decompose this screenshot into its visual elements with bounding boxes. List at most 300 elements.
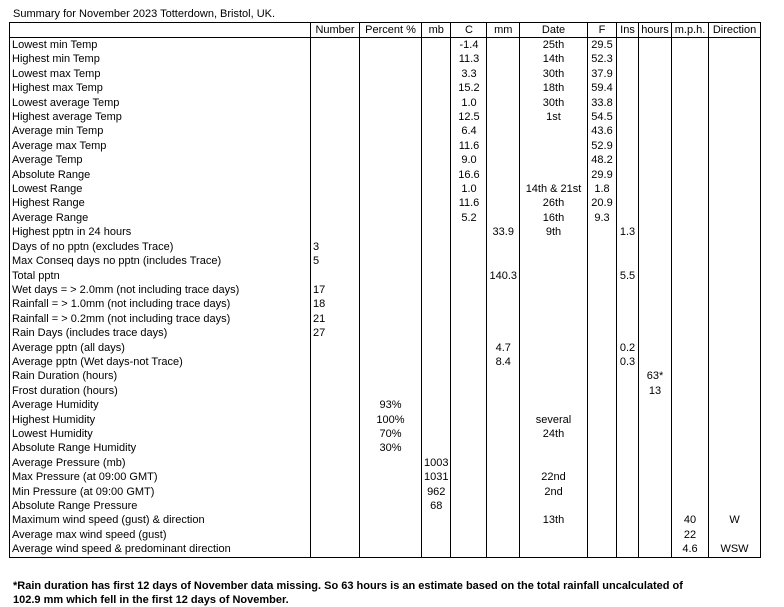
cell-label: Highest average Temp — [10, 110, 311, 124]
cell-mph — [672, 254, 709, 268]
cell-mm — [487, 441, 520, 455]
cell-mb — [422, 139, 451, 153]
cell-label: Wet days = > 2.0mm (not including trace days) — [10, 283, 311, 297]
table-row — [10, 398, 761, 412]
table-row — [10, 326, 761, 340]
cell-direction — [709, 254, 761, 268]
cell-mph — [672, 240, 709, 254]
cell-mph — [672, 96, 709, 110]
cell-number — [311, 456, 360, 470]
cell-number: 27 — [311, 326, 360, 340]
cell-mb — [422, 52, 451, 66]
cell-ins — [617, 124, 639, 138]
cell-c — [451, 427, 487, 441]
cell-label: Lowest max Temp — [10, 67, 311, 81]
cell-f — [588, 225, 617, 239]
cell-ins — [617, 153, 639, 167]
cell-mph — [672, 341, 709, 355]
cell-label: Max Pressure (at 09:00 GMT) — [10, 470, 311, 484]
table-row — [10, 513, 761, 527]
cell-label: Min Pressure (at 09:00 GMT) — [10, 485, 311, 499]
cell-direction — [709, 427, 761, 441]
table-row — [10, 211, 761, 225]
table-row — [10, 312, 761, 326]
cell-date: 14th & 21st — [520, 182, 588, 196]
table-row — [10, 485, 761, 499]
cell-mm — [487, 110, 520, 124]
column-header-number: Number — [311, 23, 360, 38]
cell-direction: WSW — [709, 542, 761, 557]
cell-percent — [360, 38, 422, 53]
cell-date — [520, 139, 588, 153]
cell-mm — [487, 528, 520, 542]
cell-ins: 0.3 — [617, 355, 639, 369]
cell-number — [311, 542, 360, 557]
cell-mph — [672, 211, 709, 225]
cell-direction — [709, 456, 761, 470]
cell-percent — [360, 470, 422, 484]
cell-label: Average max wind speed (gust) — [10, 528, 311, 542]
cell-date — [520, 528, 588, 542]
cell-mm — [487, 52, 520, 66]
cell-c — [451, 499, 487, 513]
cell-percent: 30% — [360, 441, 422, 455]
cell-mb — [422, 269, 451, 283]
cell-c — [451, 369, 487, 383]
cell-mph — [672, 312, 709, 326]
cell-number: 21 — [311, 312, 360, 326]
cell-c — [451, 456, 487, 470]
cell-mm — [487, 182, 520, 196]
cell-f — [588, 413, 617, 427]
cell-mm — [487, 96, 520, 110]
cell-mph — [672, 168, 709, 182]
cell-number: 18 — [311, 297, 360, 311]
cell-percent — [360, 528, 422, 542]
cell-number — [311, 81, 360, 95]
cell-date — [520, 341, 588, 355]
cell-f — [588, 427, 617, 441]
cell-hours — [639, 312, 672, 326]
cell-ins — [617, 168, 639, 182]
cell-direction — [709, 297, 761, 311]
table-row — [10, 499, 761, 513]
table-row — [10, 542, 761, 557]
cell-c: 6.4 — [451, 124, 487, 138]
cell-percent: 100% — [360, 413, 422, 427]
cell-hours — [639, 297, 672, 311]
cell-date: 30th — [520, 96, 588, 110]
cell-hours — [639, 485, 672, 499]
column-header-label — [10, 23, 311, 38]
cell-direction — [709, 182, 761, 196]
cell-mm: 140.3 — [487, 269, 520, 283]
cell-ins — [617, 513, 639, 527]
cell-ins — [617, 369, 639, 383]
cell-direction — [709, 225, 761, 239]
cell-mph — [672, 110, 709, 124]
cell-c — [451, 312, 487, 326]
cell-ins — [617, 528, 639, 542]
cell-number — [311, 485, 360, 499]
cell-mph — [672, 427, 709, 441]
cell-c: 11.6 — [451, 196, 487, 210]
table-row — [10, 139, 761, 153]
table-row — [10, 96, 761, 110]
cell-f: 59.4 — [588, 81, 617, 95]
cell-label: Highest Range — [10, 196, 311, 210]
cell-percent — [360, 513, 422, 527]
cell-hours — [639, 326, 672, 340]
cell-mph — [672, 67, 709, 81]
cell-mph: 22 — [672, 528, 709, 542]
cell-mph — [672, 369, 709, 383]
cell-label: Absolute Range — [10, 168, 311, 182]
cell-label: Average Range — [10, 211, 311, 225]
cell-number — [311, 513, 360, 527]
cell-label: Absolute Range Humidity — [10, 441, 311, 455]
cell-c — [451, 513, 487, 527]
cell-mm — [487, 384, 520, 398]
cell-c: 15.2 — [451, 81, 487, 95]
cell-direction — [709, 470, 761, 484]
cell-date: 25th — [520, 38, 588, 53]
cell-date — [520, 312, 588, 326]
cell-ins — [617, 52, 639, 66]
cell-date — [520, 297, 588, 311]
cell-percent — [360, 485, 422, 499]
cell-f — [588, 240, 617, 254]
column-header-c: C — [451, 23, 487, 38]
cell-f: 43.6 — [588, 124, 617, 138]
cell-number — [311, 124, 360, 138]
cell-c — [451, 225, 487, 239]
cell-hours — [639, 196, 672, 210]
cell-mb — [422, 427, 451, 441]
table-row — [10, 269, 761, 283]
cell-hours — [639, 153, 672, 167]
cell-ins — [617, 413, 639, 427]
cell-hours — [639, 341, 672, 355]
cell-mph — [672, 384, 709, 398]
column-header-f: F — [588, 23, 617, 38]
cell-label: Average Pressure (mb) — [10, 456, 311, 470]
cell-direction — [709, 38, 761, 53]
cell-mm — [487, 326, 520, 340]
cell-c: 3.3 — [451, 67, 487, 81]
cell-mm — [487, 485, 520, 499]
cell-date — [520, 441, 588, 455]
cell-mph — [672, 196, 709, 210]
cell-hours — [639, 38, 672, 53]
cell-ins — [617, 81, 639, 95]
cell-c — [451, 269, 487, 283]
cell-percent — [360, 283, 422, 297]
table-row — [10, 168, 761, 182]
cell-date — [520, 283, 588, 297]
column-header-mb: mb — [422, 23, 451, 38]
column-header-mm: mm — [487, 23, 520, 38]
cell-hours — [639, 456, 672, 470]
column-header-direction: Direction — [709, 23, 761, 38]
cell-f — [588, 470, 617, 484]
cell-ins: 1.3 — [617, 225, 639, 239]
cell-direction — [709, 168, 761, 182]
cell-percent — [360, 225, 422, 239]
cell-hours — [639, 398, 672, 412]
cell-number — [311, 398, 360, 412]
cell-hours — [639, 542, 672, 557]
cell-f — [588, 456, 617, 470]
cell-label: Average pptn (Wet days-not Trace) — [10, 355, 311, 369]
cell-percent — [360, 312, 422, 326]
cell-date — [520, 269, 588, 283]
cell-f — [588, 254, 617, 268]
cell-ins — [617, 499, 639, 513]
cell-mm — [487, 67, 520, 81]
cell-mm — [487, 240, 520, 254]
cell-mph — [672, 283, 709, 297]
cell-f: 48.2 — [588, 153, 617, 167]
cell-hours: 63* — [639, 369, 672, 383]
cell-mb — [422, 254, 451, 268]
cell-c: 16.6 — [451, 168, 487, 182]
cell-date: 18th — [520, 81, 588, 95]
cell-hours — [639, 470, 672, 484]
cell-mm — [487, 81, 520, 95]
cell-mm — [487, 283, 520, 297]
cell-percent — [360, 326, 422, 340]
cell-date — [520, 124, 588, 138]
cell-ins — [617, 211, 639, 225]
cell-mb — [422, 182, 451, 196]
cell-percent — [360, 254, 422, 268]
cell-mm — [487, 427, 520, 441]
cell-f — [588, 369, 617, 383]
cell-mm — [487, 312, 520, 326]
cell-date: several — [520, 413, 588, 427]
column-header-percent: Percent % — [360, 23, 422, 38]
cell-date: 22nd — [520, 470, 588, 484]
cell-mm: 4.7 — [487, 341, 520, 355]
cell-percent — [360, 124, 422, 138]
cell-number — [311, 110, 360, 124]
table-row — [10, 297, 761, 311]
cell-percent — [360, 384, 422, 398]
cell-c — [451, 485, 487, 499]
cell-direction — [709, 124, 761, 138]
cell-percent — [360, 297, 422, 311]
cell-hours — [639, 427, 672, 441]
cell-label: Lowest Range — [10, 182, 311, 196]
cell-hours — [639, 67, 672, 81]
cell-hours — [639, 240, 672, 254]
cell-number — [311, 211, 360, 225]
cell-mm — [487, 542, 520, 557]
cell-mm — [487, 499, 520, 513]
cell-hours — [639, 355, 672, 369]
table-row — [10, 52, 761, 66]
cell-f — [588, 384, 617, 398]
cell-label: Maximum wind speed (gust) & direction — [10, 513, 311, 527]
cell-f: 29.5 — [588, 38, 617, 53]
cell-mb — [422, 211, 451, 225]
cell-mph — [672, 456, 709, 470]
cell-mb — [422, 67, 451, 81]
cell-f — [588, 297, 617, 311]
cell-f — [588, 341, 617, 355]
cell-ins — [617, 485, 639, 499]
cell-number: 17 — [311, 283, 360, 297]
cell-number — [311, 196, 360, 210]
cell-mph — [672, 38, 709, 53]
page-title: Summary for November 2023 Totterdown, Bristol, UK. — [13, 8, 276, 20]
cell-ins — [617, 38, 639, 53]
cell-label: Lowest Humidity — [10, 427, 311, 441]
cell-number — [311, 168, 360, 182]
cell-hours — [639, 139, 672, 153]
cell-f — [588, 283, 617, 297]
cell-number — [311, 427, 360, 441]
cell-mm — [487, 211, 520, 225]
table-row — [10, 369, 761, 383]
cell-mb — [422, 297, 451, 311]
cell-ins — [617, 196, 639, 210]
cell-mph — [672, 124, 709, 138]
cell-label: Rainfall = > 0.2mm (not including trace days) — [10, 312, 311, 326]
cell-direction — [709, 528, 761, 542]
cell-f: 29.9 — [588, 168, 617, 182]
cell-label: Rain Duration (hours) — [10, 369, 311, 383]
cell-hours — [639, 499, 672, 513]
cell-percent — [360, 240, 422, 254]
cell-percent — [360, 369, 422, 383]
cell-percent — [360, 456, 422, 470]
cell-mm — [487, 196, 520, 210]
table-header-row — [10, 23, 761, 38]
cell-date — [520, 153, 588, 167]
cell-direction — [709, 96, 761, 110]
cell-f — [588, 312, 617, 326]
cell-direction — [709, 341, 761, 355]
cell-date: 1st — [520, 110, 588, 124]
cell-mb: 1003 — [422, 456, 451, 470]
cell-mph: 4.6 — [672, 542, 709, 557]
cell-ins — [617, 427, 639, 441]
cell-number — [311, 355, 360, 369]
cell-hours — [639, 168, 672, 182]
cell-mb — [422, 312, 451, 326]
cell-mm — [487, 254, 520, 268]
cell-direction — [709, 326, 761, 340]
cell-direction — [709, 196, 761, 210]
cell-f — [588, 355, 617, 369]
cell-hours — [639, 211, 672, 225]
summary-table — [9, 22, 761, 558]
cell-number — [311, 369, 360, 383]
cell-c — [451, 413, 487, 427]
cell-c — [451, 326, 487, 340]
cell-number — [311, 96, 360, 110]
cell-direction — [709, 52, 761, 66]
cell-ins — [617, 326, 639, 340]
cell-number — [311, 441, 360, 455]
cell-f — [588, 485, 617, 499]
table-row — [10, 182, 761, 196]
cell-label: Average max Temp — [10, 139, 311, 153]
cell-f — [588, 326, 617, 340]
cell-mb — [422, 398, 451, 412]
cell-mb — [422, 528, 451, 542]
cell-mph — [672, 413, 709, 427]
cell-mm — [487, 413, 520, 427]
cell-c — [451, 254, 487, 268]
cell-c — [451, 441, 487, 455]
cell-direction — [709, 240, 761, 254]
cell-mb — [422, 168, 451, 182]
cell-direction — [709, 485, 761, 499]
cell-f — [588, 528, 617, 542]
cell-ins — [617, 297, 639, 311]
cell-number — [311, 470, 360, 484]
cell-mph — [672, 355, 709, 369]
cell-date — [520, 398, 588, 412]
cell-label: Frost duration (hours) — [10, 384, 311, 398]
cell-label: Absolute Range Pressure — [10, 499, 311, 513]
cell-label: Rainfall = > 1.0mm (not including trace days) — [10, 297, 311, 311]
table-row — [10, 470, 761, 484]
cell-ins — [617, 67, 639, 81]
cell-f: 37.9 — [588, 67, 617, 81]
cell-date — [520, 168, 588, 182]
cell-f — [588, 513, 617, 527]
cell-direction — [709, 269, 761, 283]
cell-direction — [709, 398, 761, 412]
cell-date — [520, 254, 588, 268]
cell-direction — [709, 283, 761, 297]
cell-date — [520, 456, 588, 470]
cell-percent — [360, 110, 422, 124]
cell-ins — [617, 110, 639, 124]
table-row — [10, 81, 761, 95]
cell-date — [520, 384, 588, 398]
cell-percent: 93% — [360, 398, 422, 412]
cell-label: Lowest average Temp — [10, 96, 311, 110]
cell-direction — [709, 81, 761, 95]
cell-c — [451, 240, 487, 254]
cell-percent — [360, 96, 422, 110]
cell-ins — [617, 398, 639, 412]
cell-direction — [709, 153, 761, 167]
cell-number — [311, 413, 360, 427]
cell-number — [311, 52, 360, 66]
cell-mm — [487, 470, 520, 484]
table-row — [10, 413, 761, 427]
cell-hours — [639, 283, 672, 297]
cell-mb — [422, 355, 451, 369]
cell-hours — [639, 413, 672, 427]
cell-label: Rain Days (includes trace days) — [10, 326, 311, 340]
cell-ins: 5.5 — [617, 269, 639, 283]
cell-percent — [360, 269, 422, 283]
cell-mph — [672, 153, 709, 167]
cell-number — [311, 384, 360, 398]
cell-mb — [422, 341, 451, 355]
cell-mm — [487, 168, 520, 182]
cell-mb: 68 — [422, 499, 451, 513]
cell-mb — [422, 196, 451, 210]
cell-label: Average pptn (all days) — [10, 341, 311, 355]
